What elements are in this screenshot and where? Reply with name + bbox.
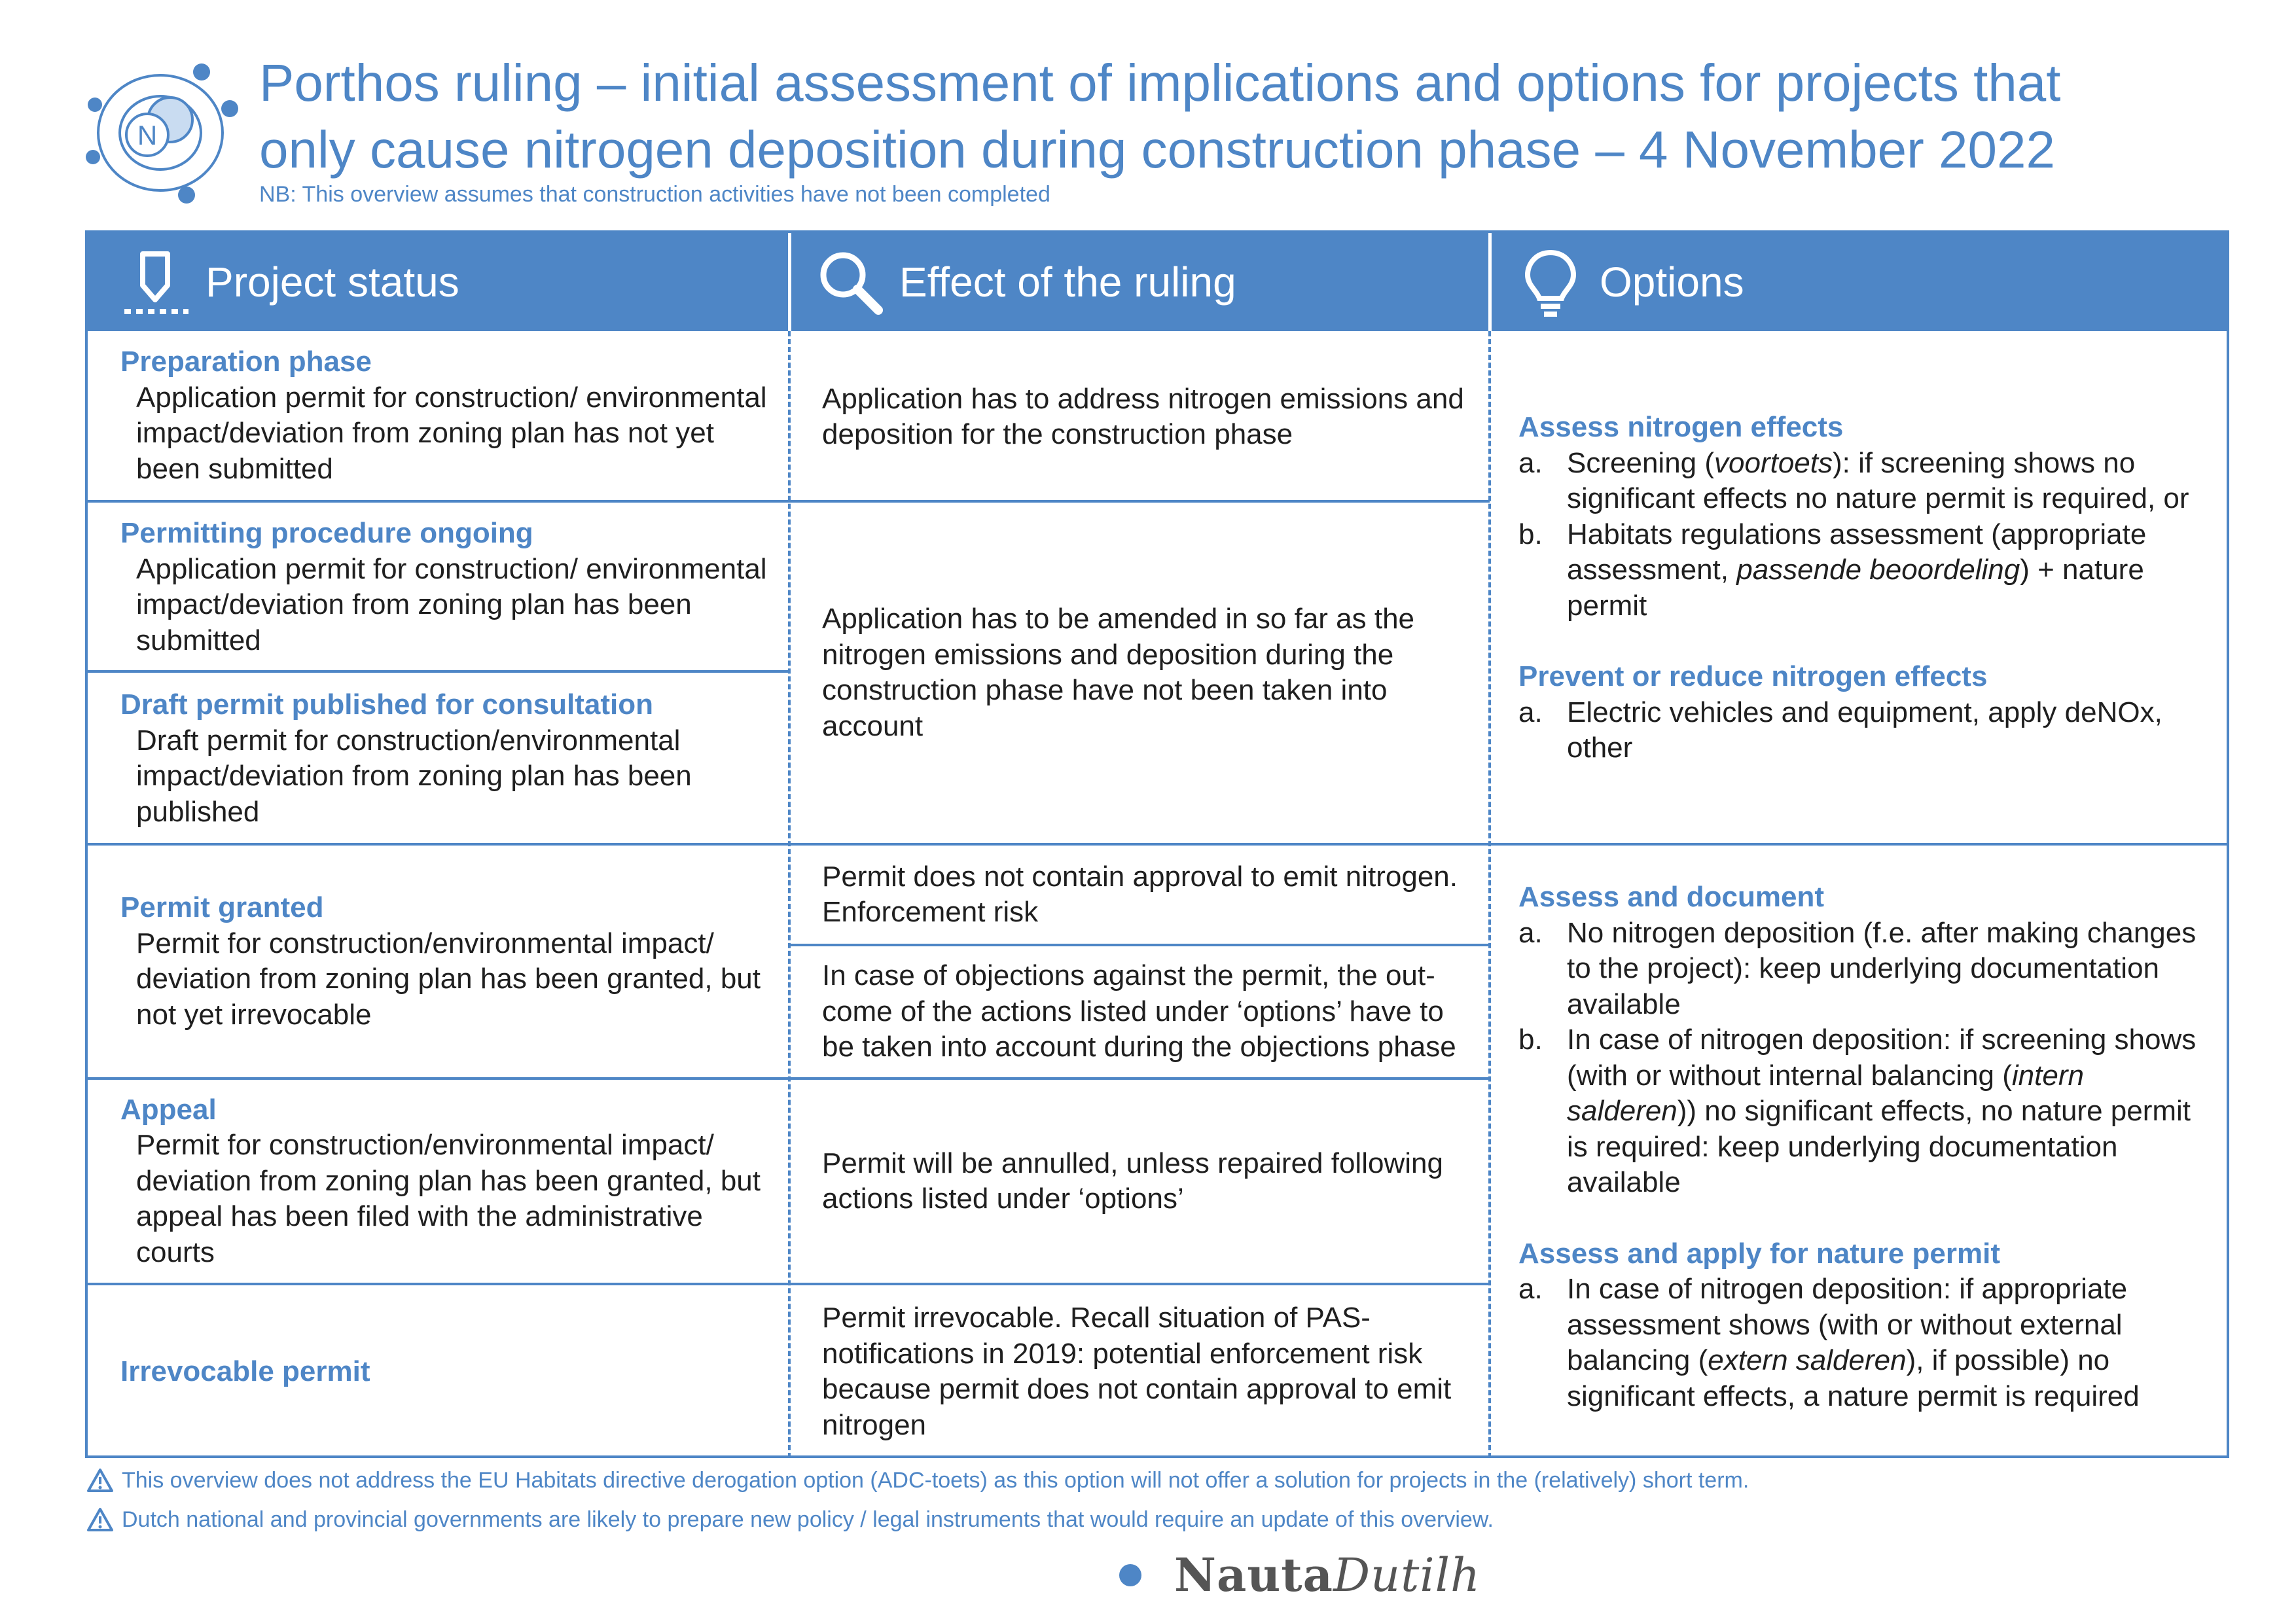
footnotes [86, 1461, 1749, 1539]
overview-table [85, 230, 2229, 1458]
list-item: b. In case of nitrogen deposition: if screening shows (with or without internal balancing (intern salderen)) no significant effects, no nature permit is required: keep underlying documentation available [1518, 1024, 2197, 1198]
brand-dot-icon [1119, 1564, 1141, 1586]
footnote: This overview does not address the EU Habitats directive derogation option (ADC-toets) as this option will not offer a solution for projects in the (relatively) short term. [86, 1461, 1749, 1500]
effect-irrevocable: Permit irrevocable. Recall situation of PAS-notifications in 2019: potential enforcement risk because permit does not contain approval to emit nitrogen [822, 1302, 1452, 1441]
header-separator [788, 233, 791, 331]
subtitle: NB: This overview assumes that construction activities have not been completed [259, 182, 1050, 207]
option-list [1518, 1272, 2212, 1414]
option-list [1518, 446, 2212, 624]
option-list [1518, 695, 2212, 766]
effect-amend: Application has to be amended in so far as the nitrogen emissions and deposition during the construction phase have not been taken into account [822, 603, 1415, 742]
warning-icon [86, 1507, 114, 1532]
status-preparation: Preparation phase Application permit for construction/ environmental impact/deviation from zoning plan has not yet been submitted [120, 346, 767, 485]
page-title [259, 50, 2223, 183]
status-permitting: Permitting procedure ongoing Application permit for construction/ environmental impact/deviation from zoning plan has been submitted [120, 517, 767, 656]
atom-logo-icon [79, 58, 242, 208]
list-item: a. Screening (voortoets): if screening shows no significant effects no nature permit is required, or [1518, 446, 2189, 514]
effect-preparation: Application has to address nitrogen emissions and deposition for the construction phase [822, 382, 1464, 450]
effect-granted-risk: Permit does not contain approval to emit nitrogen. Enforcement risk [822, 860, 1458, 928]
magnifier-icon [814, 246, 886, 318]
row-divider [88, 670, 789, 673]
effect-granted-objections: In case of objections against the permit, the out-come of the actions listed under ‘options’ have to be taken into account during the objections phase [822, 959, 1456, 1063]
lightbulb-icon [1515, 246, 1587, 318]
header-project-status: Project status [120, 233, 459, 331]
list-item: a. In case of nitrogen deposition: if appropriate assessment shows (with or without external balancing (extern salderen), if possible) no significant effects, a nature permit is required [1518, 1273, 2140, 1412]
title-line-1: Porthos ruling – initial assessment of implications and options for projects that [259, 54, 2061, 112]
header-separator [1488, 233, 1492, 331]
title-line-2: only cause nitrogen deposition during construction phase – 4 November 2022 [259, 120, 2055, 179]
status-granted: Permit granted Permit for construction/environmental impact/ deviation from zoning plan has been granted, but not yet irrevocable [120, 891, 761, 1031]
warning-icon [86, 1468, 114, 1493]
list-item: a. No nitrogen deposition (f.e. after making changes to the project): keep underlying documentation available [1518, 916, 2197, 1020]
status-appeal: Appeal Permit for construction/environmental impact/ deviation from zoning plan has been granted, but appeal has been filed with the administrative courts [120, 1093, 761, 1268]
options-before-permit [1518, 410, 2212, 766]
effect-appeal: Permit will be annulled, unless repaired following actions listed under ‘options’ [822, 1147, 1443, 1215]
option-heading-assess-effects: Assess nitrogen effects [1518, 411, 1844, 443]
option-heading-document: Assess and document [1518, 881, 1825, 913]
option-list [1518, 916, 2212, 1201]
status-irrevocable: Irrevocable permit [120, 1355, 370, 1387]
svg-text:N: N [137, 120, 158, 151]
list-item: b. Habitats regulations assessment (appropriate assessment, passende beoordeling) + nature permit [1518, 518, 2147, 622]
options-after-permit [1518, 880, 2212, 1414]
header-effect: Effect of the ruling [814, 233, 1236, 331]
signpost-icon [120, 246, 192, 318]
brand-logo: NautaDutilh [1119, 1548, 1480, 1602]
option-heading-prevent: Prevent or reduce nitrogen effects [1518, 660, 1988, 692]
footnote: Dutch national and provincial governments are likely to prepare new policy / legal instruments that would require an update of this overview. [86, 1500, 1749, 1539]
status-draft: Draft permit published for consultation Draft permit for construction/environmental impact/deviation from zoning plan has been published [120, 688, 692, 828]
list-item: a. Electric vehicles and equipment, apply deNOx, other [1518, 696, 2162, 764]
header-options: Options [1515, 233, 1744, 331]
table-header [88, 233, 2227, 331]
option-heading-apply: Assess and apply for nature permit [1518, 1237, 2000, 1270]
